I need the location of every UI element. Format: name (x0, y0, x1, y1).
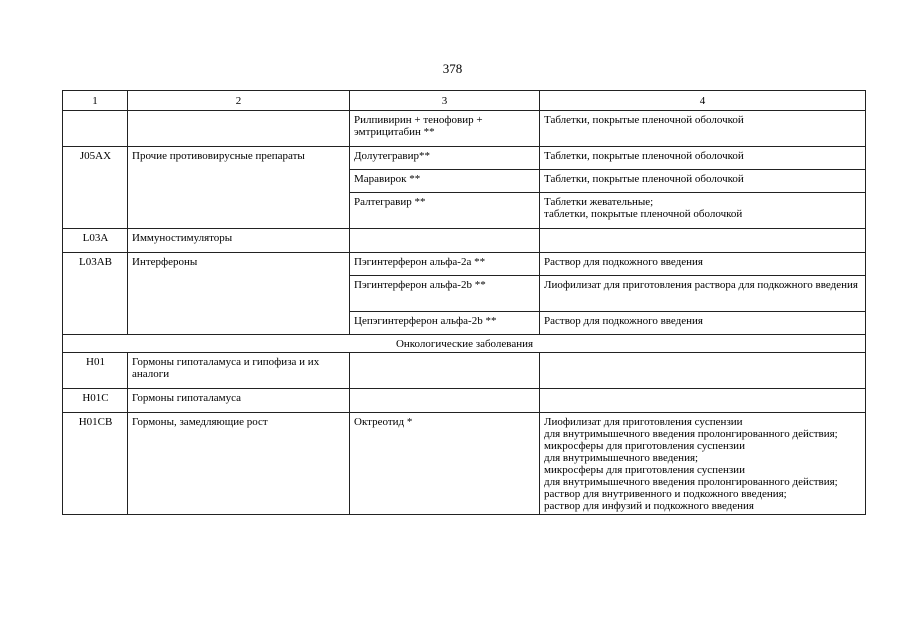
atc-code-cell: L03AB (63, 253, 128, 335)
form-cell: Раствор для подкожного введения (540, 312, 866, 335)
form-cell: Лиофилизат для приготовления раствора для подкожного введения (540, 276, 866, 312)
form-cell: Таблетки, покрытые пленочной оболочкой (540, 111, 866, 147)
section-row (63, 335, 866, 353)
section-title: Онкологические заболевания (63, 335, 866, 353)
drug-cell: Октреотид * (350, 413, 540, 515)
atc-code-cell: J05AX (63, 147, 128, 229)
drug-cell: Пэгинтерферон альфа-2b ** (350, 276, 540, 312)
drug-cell (350, 389, 540, 413)
table-header-row (63, 91, 866, 111)
group-cell: Иммуностимуляторы (128, 229, 350, 253)
form-cell (540, 229, 866, 253)
atc-code-cell: H01CB (63, 413, 128, 515)
column-header: 3 (350, 91, 540, 111)
form-cell: Таблетки, покрытые пленочной оболочкой (540, 147, 866, 170)
table-row (63, 229, 866, 253)
group-cell: Прочие противовирусные препараты (128, 147, 350, 229)
form-cell: Таблетки, покрытые пленочной оболочкой (540, 170, 866, 193)
drug-cell: Рилпивирин + тенофовир + эмтрицитабин ** (350, 111, 540, 147)
table-row (63, 413, 866, 515)
form-cell: Раствор для подкожного введения (540, 253, 866, 276)
drug-cell: Маравирок ** (350, 170, 540, 193)
drug-cell: Цепэгинтерферон альфа-2b ** (350, 312, 540, 335)
atc-code-cell (63, 111, 128, 147)
group-cell: Гормоны гипоталамуса и гипофиза и их аналоги (128, 353, 350, 389)
group-cell: Гормоны, замедляющие рост (128, 413, 350, 515)
table-row (63, 389, 866, 413)
table-row (63, 253, 866, 276)
drug-cell (350, 229, 540, 253)
drug-cell: Долутегравир** (350, 147, 540, 170)
column-header: 1 (63, 91, 128, 111)
form-cell (540, 389, 866, 413)
table-row (63, 147, 866, 170)
group-cell: Гормоны гипоталамуса (128, 389, 350, 413)
group-cell (128, 111, 350, 147)
form-cell: Таблетки жевательные; таблетки, покрытые пленочной оболочкой (540, 193, 866, 229)
form-cell: Лиофилизат для приготовления суспензии для внутримышечного введения пролонгированного действия; микросферы для приготовления суспензии для внутримышечного введения; микросферы для приготовления суспензии для внутримышечного введения пролонгированного действия; раствор для внутривенного и подкожного введения; раствор для инфузий и подкожного введения (540, 413, 866, 515)
column-header: 4 (540, 91, 866, 111)
group-cell: Интерфероны (128, 253, 350, 335)
table-row (63, 111, 866, 147)
column-header: 2 (128, 91, 350, 111)
page-number: 378 (442, 61, 463, 76)
drug-cell: Ралтегравир ** (350, 193, 540, 229)
drug-table (62, 90, 866, 515)
atc-code-cell: L03A (63, 229, 128, 253)
atc-code-cell: H01C (63, 389, 128, 413)
form-cell (540, 353, 866, 389)
drug-cell: Пэгинтерферон альфа-2а ** (350, 253, 540, 276)
table-row (63, 353, 866, 389)
atc-code-cell: H01 (63, 353, 128, 389)
drug-cell (350, 353, 540, 389)
